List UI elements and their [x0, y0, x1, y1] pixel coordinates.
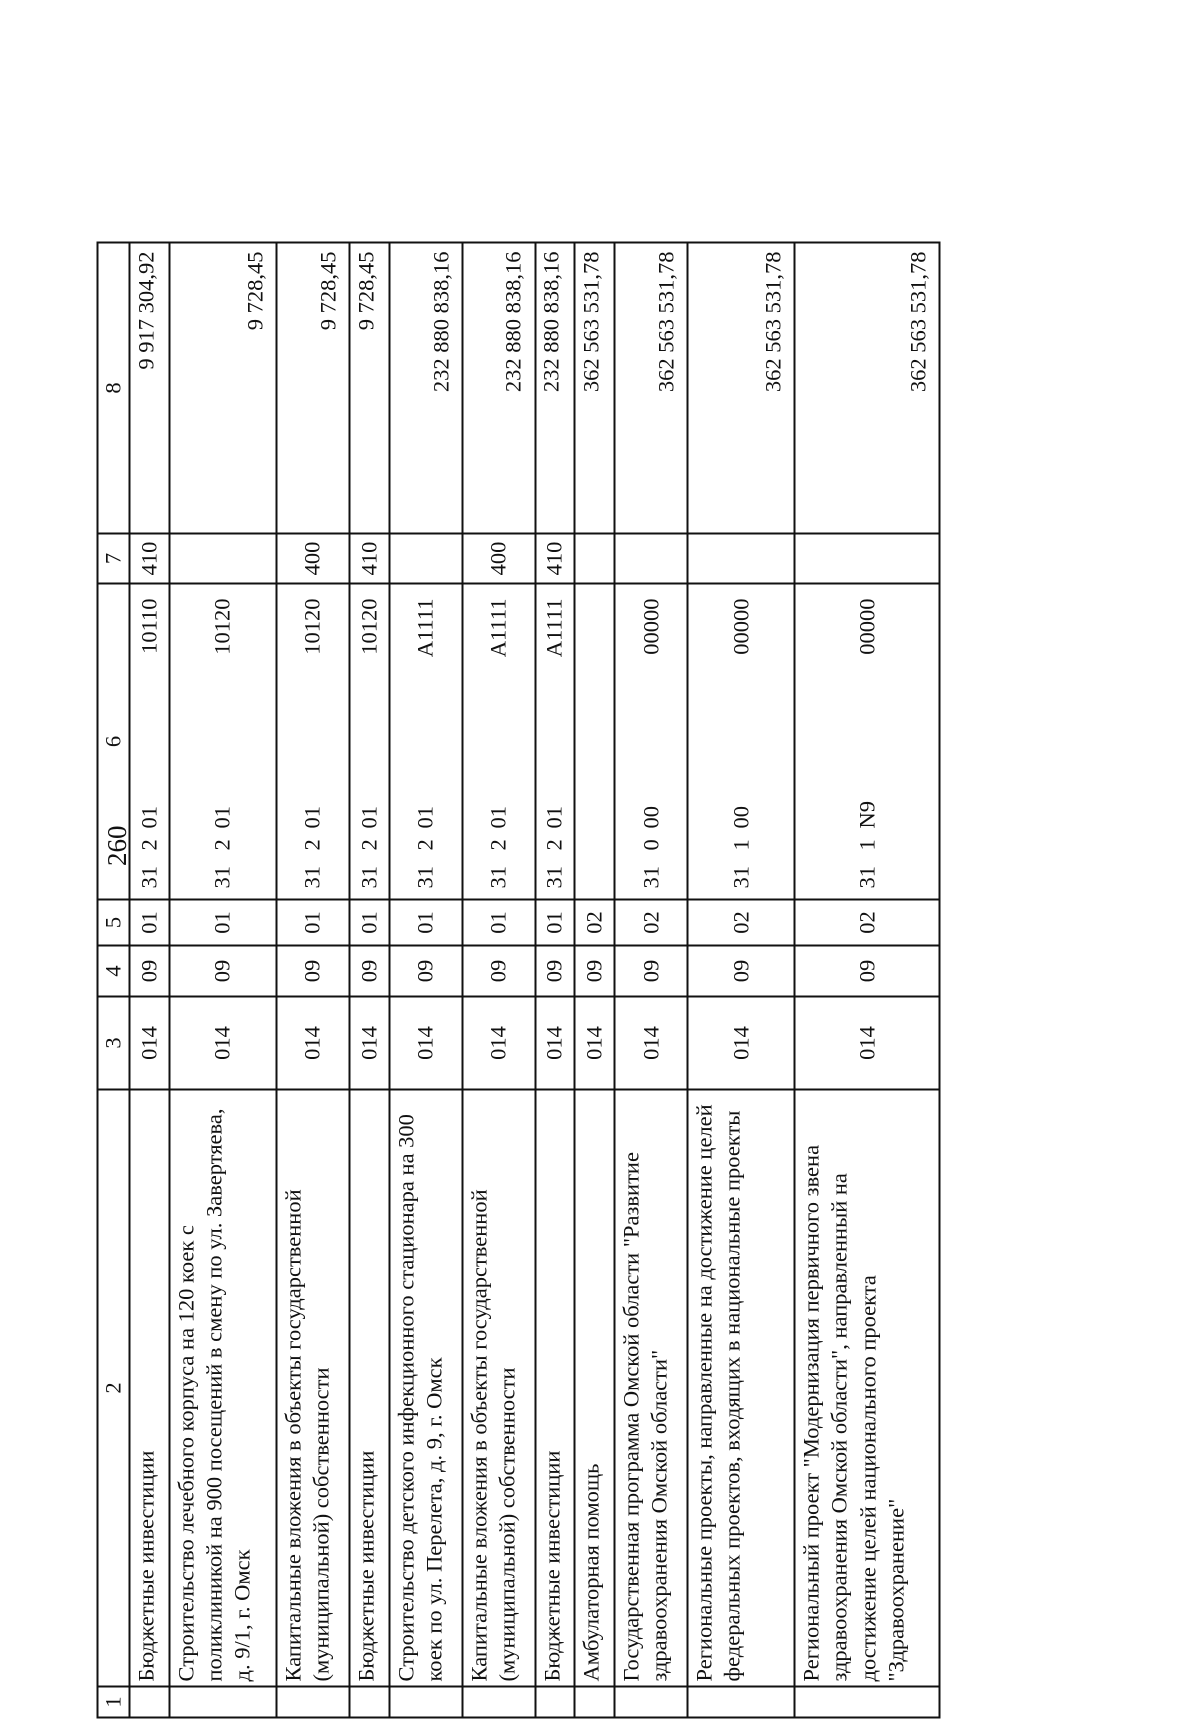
cell-section: 09 — [277, 946, 350, 997]
table-row — [349, 243, 389, 1718]
table-row — [277, 243, 350, 1718]
code-part: 01 — [136, 806, 162, 829]
row-number — [462, 1687, 535, 1718]
code-part: 2 — [299, 839, 325, 851]
row-name: Бюджетные инвестиции — [535, 1090, 575, 1687]
row-name: Амбулаторная помощь — [575, 1090, 615, 1687]
code-part: 01 — [209, 806, 235, 829]
code-part: 10120 — [209, 598, 235, 655]
code-part: 31 — [485, 866, 511, 889]
cell-ved: 014 — [349, 997, 389, 1090]
table-row — [688, 243, 795, 1718]
cell-expense-type — [169, 534, 276, 584]
row-name: Бюджетные инвестиции — [349, 1090, 389, 1687]
header-row — [98, 243, 130, 1718]
code-part: 00000 — [854, 598, 880, 655]
table-row — [535, 243, 575, 1718]
row-number — [277, 1687, 350, 1718]
cell-ved: 014 — [389, 997, 462, 1090]
row-number — [130, 1687, 170, 1718]
code-part: N9 — [854, 801, 880, 829]
cell-section: 09 — [169, 946, 276, 997]
table-row — [130, 243, 170, 1718]
cell-expense-type — [688, 534, 795, 584]
cell-ved: 014 — [277, 997, 350, 1090]
row-name: Бюджетные инвестиции — [130, 1090, 170, 1687]
cell-amount: 9 728,45 — [277, 243, 350, 534]
code-part: 2 — [209, 839, 235, 851]
code-part: 1 — [728, 839, 754, 851]
cell-target-code — [277, 584, 350, 900]
cell-section: 09 — [535, 946, 575, 997]
cell-amount: 362 563 531,78 — [575, 243, 615, 534]
cell-ved: 014 — [795, 997, 940, 1090]
cell-ved: 014 — [130, 997, 170, 1090]
cell-ved: 014 — [169, 997, 276, 1090]
cell-target-code — [169, 584, 276, 900]
row-name: Строительство детского инфекционного стационара на 300 коек по ул. Перелета, д. 9, г. Омск — [389, 1090, 462, 1687]
cell-amount: 232 880 838,16 — [389, 243, 462, 534]
code-part: 31 — [854, 866, 880, 889]
row-name: Строительство лечебного корпуса на 120 коек с поликлиникой на 900 посещений в смену по ул. Завертяева, д. 9/1, г. Омск — [169, 1090, 276, 1687]
cell-expense-type: 400 — [462, 534, 535, 584]
col-header-6: 6 — [98, 584, 130, 900]
code-part: 31 — [412, 866, 438, 889]
budget-table — [97, 242, 941, 1719]
cell-target-code — [535, 584, 575, 900]
col-header-7: 7 — [98, 534, 130, 584]
cell-amount: 232 880 838,16 — [535, 243, 575, 534]
row-name: Государственная программа Омской области "Развитие здравоохранения Омской области" — [615, 1090, 688, 1687]
cell-section: 09 — [349, 946, 389, 997]
cell-expense-type — [795, 534, 940, 584]
cell-section: 09 — [688, 946, 795, 997]
cell-ved: 014 — [535, 997, 575, 1090]
cell-section: 09 — [462, 946, 535, 997]
code-part: 01 — [356, 806, 382, 829]
cell-expense-type: 400 — [277, 534, 350, 584]
cell-expense-type: 410 — [349, 534, 389, 584]
row-number — [795, 1687, 940, 1718]
cell-target-code — [462, 584, 535, 900]
cell-target-code — [389, 584, 462, 900]
row-number — [615, 1687, 688, 1718]
cell-target-code — [615, 584, 688, 900]
cell-expense-type — [575, 534, 615, 584]
table-row — [389, 243, 462, 1718]
cell-subsection: 01 — [169, 900, 276, 946]
code-part: 31 — [136, 866, 162, 889]
code-part: 2 — [136, 839, 162, 851]
code-part: 2 — [412, 839, 438, 851]
cell-amount: 9 728,45 — [169, 243, 276, 534]
cell-subsection: 01 — [462, 900, 535, 946]
cell-ved: 014 — [615, 997, 688, 1090]
cell-ved: 014 — [575, 997, 615, 1090]
code-part: 31 — [541, 866, 567, 889]
cell-expense-type: 410 — [130, 534, 170, 584]
code-part: 01 — [485, 806, 511, 829]
col-header-4: 4 — [98, 946, 130, 997]
cell-amount: 362 563 531,78 — [688, 243, 795, 534]
col-header-2: 2 — [98, 1090, 130, 1687]
code-part: 2 — [356, 839, 382, 851]
col-header-1: 1 — [98, 1687, 130, 1718]
code-part: A1111 — [485, 598, 511, 658]
code-part: 31 — [299, 866, 325, 889]
code-part: A1111 — [541, 598, 567, 658]
cell-subsection: 02 — [575, 900, 615, 946]
code-part: 10120 — [299, 598, 325, 655]
page-number: 260 — [102, 825, 132, 866]
cell-target-code — [349, 584, 389, 900]
code-part: 01 — [299, 806, 325, 829]
row-name: Капитальные вложения в объекты государственной (муниципальной) собственности — [277, 1090, 350, 1687]
cell-subsection: 02 — [795, 900, 940, 946]
code-part: 01 — [412, 806, 438, 829]
code-part: 10120 — [356, 598, 382, 655]
cell-amount: 362 563 531,78 — [795, 243, 940, 534]
cell-subsection: 02 — [688, 900, 795, 946]
cell-section: 09 — [575, 946, 615, 997]
cell-subsection: 01 — [535, 900, 575, 946]
cell-subsection: 02 — [615, 900, 688, 946]
code-part: 00000 — [638, 598, 664, 655]
code-part: 2 — [541, 839, 567, 851]
cell-section: 09 — [389, 946, 462, 997]
cell-subsection: 01 — [277, 900, 350, 946]
code-part: 0 — [638, 839, 664, 851]
row-number — [389, 1687, 462, 1718]
cell-section: 09 — [795, 946, 940, 997]
budget-table-rotated — [97, 244, 941, 1719]
cell-subsection: 01 — [349, 900, 389, 946]
col-header-5: 5 — [98, 900, 130, 946]
cell-target-code — [575, 584, 615, 900]
table-row — [462, 243, 535, 1718]
cell-subsection: 01 — [130, 900, 170, 946]
code-part: 31 — [209, 866, 235, 889]
cell-amount: 232 880 838,16 — [462, 243, 535, 534]
cell-expense-type — [615, 534, 688, 584]
table-row — [795, 243, 940, 1718]
row-name: Капитальные вложения в объекты государственной (муниципальной) собственности — [462, 1090, 535, 1687]
row-name: Региональный проект "Модернизация первичного звена здравоохранения Омской области", направленный на достижение целей национального проекта "Здравоохранение" — [795, 1090, 940, 1687]
code-part: 00000 — [728, 598, 754, 655]
code-part: 31 — [356, 866, 382, 889]
cell-target-code — [795, 584, 940, 900]
col-header-3: 3 — [98, 997, 130, 1090]
row-number — [169, 1687, 276, 1718]
code-part: 31 — [638, 866, 664, 889]
code-part: 2 — [485, 839, 511, 851]
cell-target-code — [130, 584, 170, 900]
table-row — [169, 243, 276, 1718]
col-header-8: 8 — [98, 243, 130, 534]
cell-section: 09 — [130, 946, 170, 997]
row-number — [688, 1687, 795, 1718]
cell-subsection: 01 — [389, 900, 462, 946]
cell-section: 09 — [615, 946, 688, 997]
cell-target-code — [688, 584, 795, 900]
code-part: 31 — [728, 866, 754, 889]
row-number — [349, 1687, 389, 1718]
code-part: 00 — [728, 806, 754, 829]
code-part: A1111 — [412, 598, 438, 658]
cell-ved: 014 — [688, 997, 795, 1090]
code-part: 1 — [854, 839, 880, 851]
cell-amount: 9 917 304,92 — [130, 243, 170, 534]
row-number — [575, 1687, 615, 1718]
cell-amount: 362 563 531,78 — [615, 243, 688, 534]
code-part: 10110 — [136, 598, 162, 654]
table-row — [575, 243, 615, 1718]
table-row — [615, 243, 688, 1718]
row-name: Региональные проекты, направленные на достижение целей федеральных проектов, входящих в национальные проекты — [688, 1090, 795, 1687]
code-part: 01 — [541, 806, 567, 829]
row-number — [535, 1687, 575, 1718]
cell-expense-type — [389, 534, 462, 584]
cell-expense-type: 410 — [535, 534, 575, 584]
cell-amount: 9 728,45 — [349, 243, 389, 534]
cell-ved: 014 — [462, 997, 535, 1090]
code-part: 00 — [638, 806, 664, 829]
